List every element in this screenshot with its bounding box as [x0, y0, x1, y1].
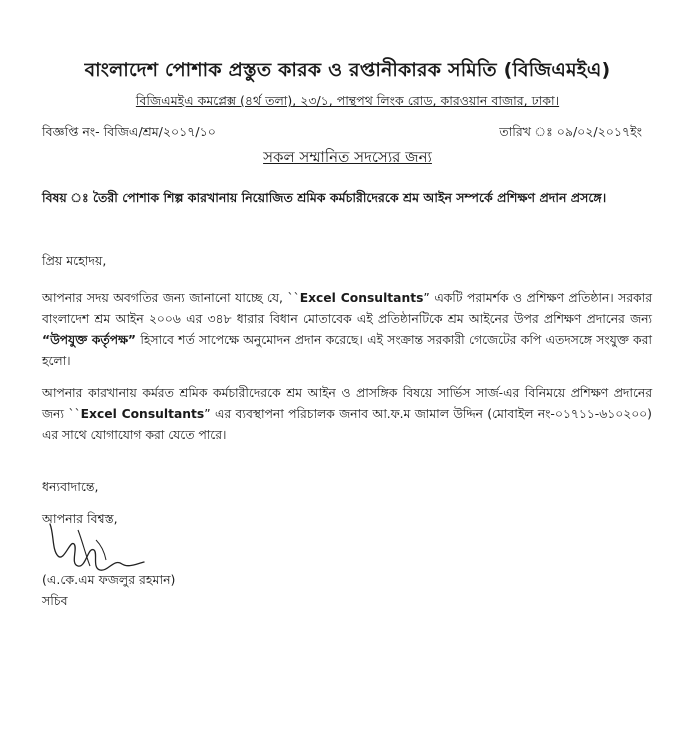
p1-text-2: ” একটি পরামর্শক ও প্রশিক্ষণ প্রতিষ্ঠান। সরকার বাংলাদেশ শ্রম আইন ২০০৬ এর ৩৪৮ ধারার বিধান মোতাবেক এই প্রতিষ্ঠানটিকে শ্রম আইনের উপর প্রশিক্ষণ প্রদানের জন্য [42, 291, 652, 326]
signer-name: (এ.কে.এম ফজলুর রহমান) [42, 572, 176, 587]
notice-date: তারিখ ঃ ০৯/০২/২০১৭ইং [499, 124, 642, 139]
signoff-text: আপনার বিশ্বস্ত, [42, 511, 118, 526]
body-paragraph-1 [42, 288, 652, 372]
audience-heading-wrap [0, 146, 695, 171]
organization-name: বাংলাদেশ পোশাক প্রস্তুত কারক ও রপ্তানীকারক সমিতি (বিজিএমইএ) [84, 59, 611, 81]
organization-address-wrap [0, 93, 695, 113]
signer-title: সচিব [42, 593, 68, 608]
closing-text: ধন্যবাদান্তে, [42, 479, 99, 494]
audience-heading: সকল সম্মানিত সদস্যের জন্য [263, 148, 432, 166]
signature-image [48, 520, 148, 576]
p2-text-1: আপনার কারখানায় কর্মরত শ্রমিক কর্মচারীদেরকে শ্রম আইন ও প্রাসঙ্গিক বিষয়ে সার্ভিস সার্জ-এর বিনিময়ে প্রশিক্ষণ প্রদানের জন্য `` [42, 386, 652, 421]
organization-address: বিজিএমইএ কমপ্লেক্স (৪র্থ তলা), ২৩/১, পান্থপথ লিংক রোড, কারওয়ান বাজার, ঢাকা। [135, 93, 560, 108]
p1-company-name: Excel Consultants [299, 291, 424, 305]
subject-line [42, 186, 652, 209]
notice-number: বিজ্ঞপ্তি নং- বিজিএ/শ্রম/২০১৭/১০ [42, 124, 216, 139]
p1-authority-term: “উপযুক্ত কর্তৃপক্ষ” [42, 333, 136, 347]
p1-text-1: আপনার সদয় অবগতির জন্য জানানো যাচ্ছে যে, `` [42, 291, 300, 305]
p2-company-name: Excel Consultants [80, 407, 205, 421]
p2-text-2: ” এর ব্যবস্থাপনা পরিচালক জনাব আ.ফ.ম জামাল উদ্দিন (মোবাইল নং-০১৭১১-৬১০২০০) এর সাথে যোগাযোগ করা যেতে পারে। [42, 407, 652, 442]
subject-prefix: বিষয় ঃ [42, 190, 89, 205]
salutation: প্রিয় মহোদয়, [42, 253, 107, 268]
body-paragraph-2 [42, 383, 652, 446]
p1-text-3: হিসাবে শর্ত সাপেক্ষে অনুমোদন প্রদান করেছে। এই সংক্রান্ত সরকারী গেজেটের কপি এতদসঙ্গে সংযুক্ত করা হলো। [42, 333, 652, 368]
subject-text: তৈরী পোশাক শিল্প কারখানায় নিয়োজিত শ্রমিক কর্মচারীদেরকে শ্রম আইন সম্পর্কে প্রশিক্ষণ প্রদান প্রসঙ্গে। [92, 190, 607, 205]
